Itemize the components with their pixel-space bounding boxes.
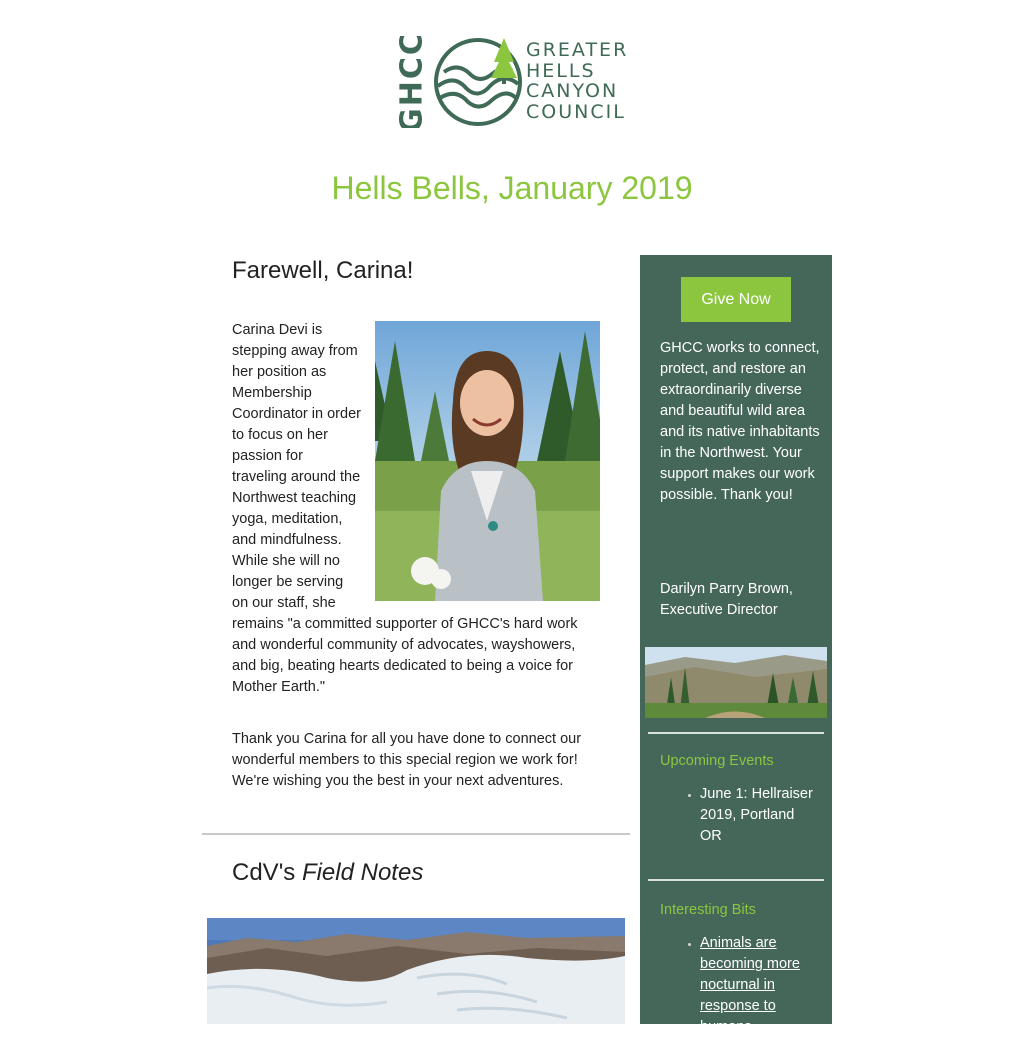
snowy-canyon-image bbox=[207, 918, 625, 1024]
main-column bbox=[202, 255, 630, 1024]
bits-list bbox=[660, 933, 820, 1038]
logo-line-council: COUNCIL bbox=[526, 100, 626, 123]
logo-abbrev: GHCC bbox=[396, 36, 430, 128]
sidebar-divider bbox=[648, 732, 824, 734]
event-item: • June 1: Hellraiser 2019, Portland OR bbox=[700, 784, 820, 847]
sidebar bbox=[640, 255, 832, 1035]
give-now-button[interactable]: Give Now bbox=[681, 277, 791, 322]
mission-statement: GHCC works to connect, protect, and restore an extraordinarily diverse and beautiful wild area and its native inhabitants in the Northwest. Your support makes our work possible. Thank you! bbox=[660, 340, 820, 503]
sidebar-divider bbox=[648, 879, 824, 881]
section-divider bbox=[202, 833, 630, 835]
logo-line-canyon: CANYON bbox=[526, 80, 619, 102]
farewell-heading: Farewell, Carina! bbox=[232, 257, 414, 284]
bit-link[interactable]: Animals are becoming more nocturnal in response to humans bbox=[700, 935, 800, 1035]
field-notes-heading bbox=[232, 859, 423, 887]
director-signature bbox=[660, 579, 820, 621]
logo-line-greater: GREATER bbox=[526, 39, 629, 61]
carina-portrait-image bbox=[375, 321, 600, 601]
interesting-bits-heading: Interesting Bits bbox=[660, 902, 756, 918]
director-name: Darilyn Parry Brown, bbox=[660, 581, 793, 597]
ghcc-logo-emblem bbox=[396, 36, 526, 128]
canyon-landscape-image bbox=[645, 647, 827, 718]
logo-line-hells: HELLS bbox=[526, 59, 596, 82]
field-notes-title-emphasis: Field Notes bbox=[301, 859, 424, 886]
farewell-paragraph-text: Carina Devi is stepping away from her position as Membership Coordinator in order to focus on her passion for traveling around the Northwest teaching yoga, meditation, and mindfulness. While she will no longer be serving on our staff, she remains "a committed supporter of GHCC's hard work and wonderful community of advocates, wayshowers, and big, beating hearts dedicated to being a voice for Mother Earth." bbox=[232, 322, 578, 695]
bit-item bbox=[700, 933, 820, 1038]
director-title: Executive Director bbox=[660, 602, 778, 618]
upcoming-events-heading: Upcoming Events bbox=[660, 753, 774, 769]
logo-wordmark bbox=[526, 40, 628, 122]
events-list bbox=[660, 784, 820, 847]
newsletter-title: Hells Bells, January 2019 bbox=[331, 170, 693, 206]
thank-you-paragraph: Thank you Carina for all you have done to connect our wonderful members to this special region we work for! We're wishing you the best in your next adventures. bbox=[232, 731, 582, 789]
field-notes-title-prefix: CdV's bbox=[232, 859, 302, 886]
ghcc-logo[interactable] bbox=[396, 36, 630, 128]
farewell-paragraph bbox=[232, 320, 600, 698]
